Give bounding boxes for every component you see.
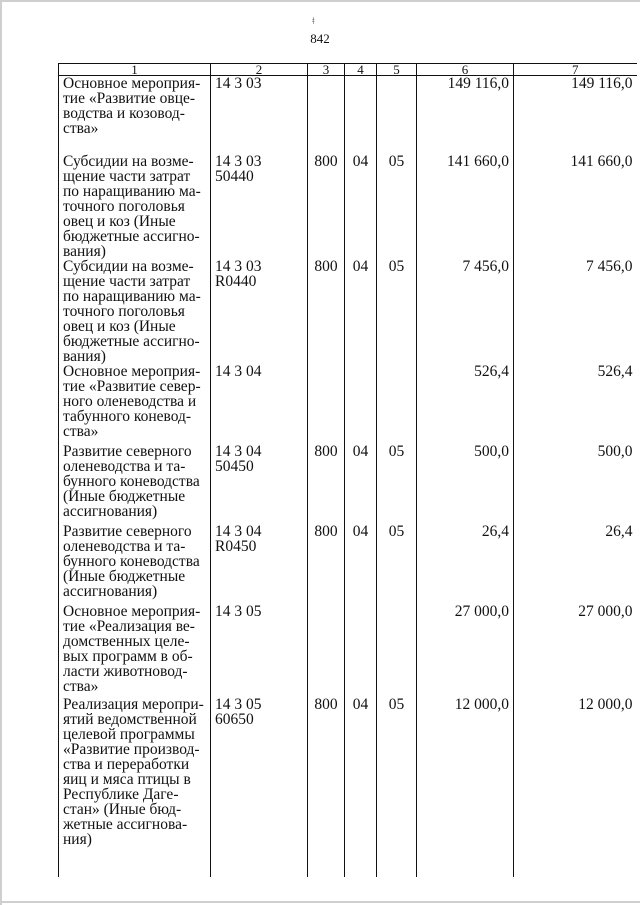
row-name: Реализация меропри- ятий ведомственной целевой программы «Развитие производ- ства и переработки яиц и мяса птицы в Республике Даге- стан» (Иные бюд- жетные ассигнова- ния): [59, 697, 211, 847]
row-code: 14 3 03: [211, 76, 308, 154]
row-col-7: 26,4: [514, 524, 637, 604]
row-col-3: 800: [308, 444, 345, 524]
row-col-7: 12 000,0: [514, 697, 637, 847]
row-code: 14 3 04: [211, 364, 308, 444]
table-row-continuation: [59, 847, 637, 877]
row-col-5: 05: [377, 259, 417, 364]
header-col-4: 4: [345, 64, 377, 76]
table-row: [59, 364, 637, 444]
row-col-4: 04: [345, 154, 377, 259]
header-col-3: 3: [308, 64, 345, 76]
budget-table: [58, 63, 637, 877]
header-col-5: 5: [377, 64, 417, 76]
row-col-4: 04: [345, 697, 377, 847]
row-col-7: 526,4: [514, 364, 637, 444]
row-col-7: 500,0: [514, 444, 637, 524]
table-row: [59, 76, 637, 154]
row-col-6: 12 000,0: [417, 697, 514, 847]
row-col-4: [345, 364, 377, 444]
row-col-6: 500,0: [417, 444, 514, 524]
scan-edge-bottom: [0, 901, 640, 903]
row-col-3: [308, 604, 345, 697]
row-col-6: 7 456,0: [417, 259, 514, 364]
row-col-5: 05: [377, 524, 417, 604]
header-col-7: 7: [514, 64, 637, 76]
page-number: 842: [310, 31, 330, 46]
row-name: Субсидии на возме- щение части затрат по наращиванию ма- точного поголовья овец и коз (Иные бюджетные ассигно- вания): [59, 154, 211, 259]
row-col-4: 04: [345, 259, 377, 364]
top-mark: ǂ: [312, 16, 315, 27]
row-col-6: 27 000,0: [417, 604, 514, 697]
row-name: Субсидии на возме- щение части затрат по наращиванию ма- точного поголовья овец и коз (Иные бюджетные ассигно- вания): [59, 259, 211, 364]
header-col-2: 2: [211, 64, 308, 76]
row-code: 14 3 05: [211, 604, 308, 697]
row-code: 14 3 04 50450: [211, 444, 308, 524]
row-col-4: 04: [345, 524, 377, 604]
row-name: Развитие северного оленеводства и та- бунного коневодства (Иные бюджетные ассигнования): [59, 444, 211, 524]
scan-edge-top: [0, 0, 640, 2]
row-name: Основное мероприя- тие «Развитие овце- водства и козовод- ства»: [59, 76, 211, 154]
row-col-6: 26,4: [417, 524, 514, 604]
header-col-6: 6: [417, 64, 514, 76]
table-header-row: [59, 64, 637, 76]
row-col-5: [377, 364, 417, 444]
table-row: [59, 697, 637, 847]
row-col-7: 141 660,0: [514, 154, 637, 259]
table-row: [59, 444, 637, 524]
row-col-5: 05: [377, 154, 417, 259]
row-col-7: 149 116,0: [514, 76, 637, 154]
row-col-6: 141 660,0: [417, 154, 514, 259]
table-row: [59, 154, 637, 259]
row-name: Основное мероприя- тие «Реализация ве- домственных целе- вых программ в об- ласти животновод- ства»: [59, 604, 211, 697]
row-col-3: [308, 76, 345, 154]
table-row: [59, 524, 637, 604]
row-code: 14 3 03 R0440: [211, 259, 308, 364]
header-col-1: 1: [59, 64, 211, 76]
row-col-3: 800: [308, 524, 345, 604]
row-col-5: 05: [377, 697, 417, 847]
row-col-7: 7 456,0: [514, 259, 637, 364]
row-col-7: 27 000,0: [514, 604, 637, 697]
row-col-3: 800: [308, 697, 345, 847]
row-col-3: 800: [308, 154, 345, 259]
row-col-5: 05: [377, 444, 417, 524]
row-col-4: [345, 604, 377, 697]
row-code: 14 3 03 50440: [211, 154, 308, 259]
row-col-4: [345, 76, 377, 154]
row-name: Основное мероприя- тие «Развитие север- ного оленеводства и табунного коневод- ства»: [59, 364, 211, 444]
row-col-5: [377, 76, 417, 154]
row-col-5: [377, 604, 417, 697]
row-code: 14 3 04 R0450: [211, 524, 308, 604]
row-name: Развитие северного оленеводства и та- бунного коневодства (Иные бюджетные ассигнования): [59, 524, 211, 604]
row-col-6: 526,4: [417, 364, 514, 444]
scan-edge-left: [0, 0, 2, 905]
row-code: 14 3 05 60650: [211, 697, 308, 847]
table-row: [59, 259, 637, 364]
row-col-6: 149 116,0: [417, 76, 514, 154]
row-col-4: 04: [345, 444, 377, 524]
table-row: [59, 604, 637, 697]
row-col-3: 800: [308, 259, 345, 364]
row-col-3: [308, 364, 345, 444]
